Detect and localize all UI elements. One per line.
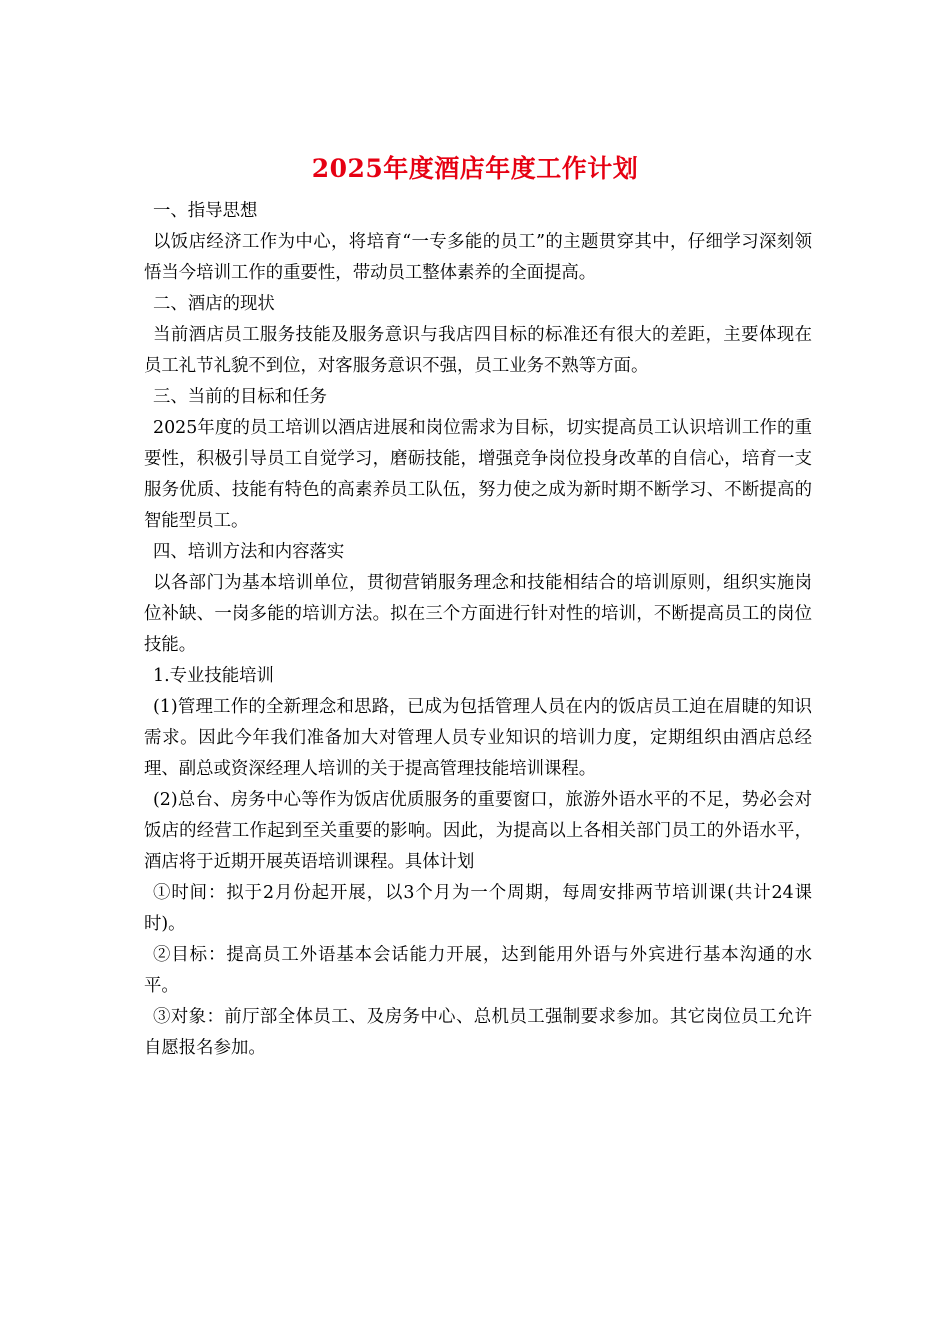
list-item-time: ①时间：拟于2月份起开展，以3个月为一个周期，每周安排两节培训课(共计24课时)。 [144, 883, 812, 934]
list-item-goal: ②目标：提高员工外语基本会话能力开展，达到能用外语与外宾进行基本沟通的水平。 [144, 945, 812, 996]
section-heading-guiding-ideology: 一、指导思想 [153, 201, 258, 221]
section-heading-goals-tasks: 三、当前的目标和任务 [153, 387, 327, 407]
paragraph-goals-tasks: 2025年度的员工培训以酒店进展和岗位需求为目标，切实提高员工认识培训工作的重要性，积极引导员工自觉学习，磨砺技能，增强竞争岗位投身改革的自信心，培育一支服务优质、技能有特色的高素养员工队伍，努力使之成为新时期不断学习、不断提高的智能型员工。 [144, 418, 812, 531]
section-heading-current-status: 二、酒店的现状 [153, 294, 275, 314]
section-heading-training-methods: 四、培训方法和内容落实 [153, 542, 345, 562]
paragraph-guiding-ideology: 以饭店经济工作为中心，将培育“一专多能的员工”的主题贯穿其中，仔细学习深刻领悟当今培训工作的重要性，带动员工整体素养的全面提高。 [144, 232, 812, 283]
paragraph-training-methods: 以各部门为基本培训单位，贯彻营销服务理念和技能相结合的培训原则，组织实施岗位补缺、一岗多能的培训方法。拟在三个方面进行针对性的培训，不断提高员工的岗位技能。 [144, 573, 812, 655]
paragraph-management-training: (1)管理工作的全新理念和思路，已成为包括管理人员在内的饭店员工迫在眉睫的知识需求。因此今年我们准备加大对管理人员专业知识的培训力度，定期组织由酒店总经理、副总或资深经理人培训的关于提高管理技能培训课程。 [144, 697, 812, 779]
subsection-heading-professional-skills: 1.专业技能培训 [153, 666, 274, 686]
list-item-audience: ③对象：前厅部全体员工、及房务中心、总机员工强制要求参加。其它岗位员工允许自愿报名参加。 [144, 1007, 812, 1058]
document-body [144, 196, 812, 1064]
paragraph-current-status: 当前酒店员工服务技能及服务意识与我店四目标的标准还有很大的差距，主要体现在员工礼节礼貌不到位，对客服务意识不强，员工业务不熟等方面。 [144, 325, 812, 376]
document-title: 2025年度酒店年度工作计划 [311, 154, 639, 183]
paragraph-foreign-language-training: (2)总台、房务中心等作为饭店优质服务的重要窗口，旅游外语水平的不足，势必会对饭店的经营工作起到至关重要的影响。因此，为提高以上各相关部门员工的外语水平，酒店将于近期开展英语培训课程。具体计划 [144, 790, 812, 872]
